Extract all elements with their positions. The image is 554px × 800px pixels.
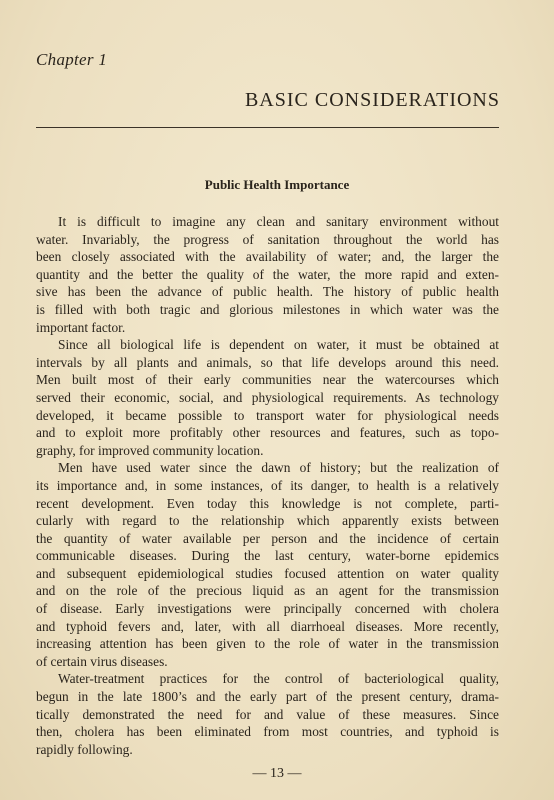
text-line: rapidly following. xyxy=(36,741,133,757)
text-line: Water-treatment practices for the control of bacteriological quality, xyxy=(58,671,499,687)
text-line: increasing attention has been given to the role of water in the transmission xyxy=(36,636,499,652)
text-line: and subsequent epidemiological studies focused attention on water quality xyxy=(36,565,499,581)
paragraph xyxy=(36,670,499,758)
text-line: and typhoid fevers and, later, with all diarrhoeal diseases. More recently, xyxy=(36,618,499,634)
text-line: of disease. Early investigations were principally concerned with cholera xyxy=(36,601,499,617)
text-line: of certain virus diseases. xyxy=(36,653,168,669)
text-line: tically demonstrated the need for and value of these measures. Since xyxy=(36,706,499,722)
text-line: intervals by all plants and animals, so that life develops around this need. xyxy=(36,354,499,370)
text-line: Men have used water since the dawn of history; but the realization of xyxy=(58,460,499,476)
section-heading: Public Health Importance xyxy=(204,177,350,192)
text-line: Since all biological life is dependent on water, it must be obtained at xyxy=(58,337,499,353)
text-line: It is difficult to imagine any clean and sanitary environment without xyxy=(58,214,499,229)
text-line: recent development. Even today this knowledge is not complete, parti- xyxy=(36,495,499,511)
text-line: cularly with regard to the relationship which apparently exists between xyxy=(36,513,499,529)
text-line: its importance and, in some instances, of its danger, to health is a relatively xyxy=(36,477,499,493)
paragraph xyxy=(36,459,499,670)
text-line: graphy, for improved community location. xyxy=(36,442,264,458)
text-line: begun in the late 1800’s and the early part of the present century, drama- xyxy=(36,689,499,705)
text-line: developed, it became possible to transport water for physiological needs xyxy=(36,407,499,423)
text-line: sive has been the advance of public health. The history of public health xyxy=(36,284,499,300)
text-line: the quantity of water available per person and the incidence of certain xyxy=(36,530,499,546)
paragraph xyxy=(36,213,499,336)
text-line: water. Invariably, the progress of sanitation throughout the world has xyxy=(36,231,499,247)
text-line: is filled with both tragic and glorious milestones in which water was the xyxy=(36,301,499,317)
paragraph xyxy=(36,336,499,459)
text-line: communicable diseases. During the last century, water-borne epidemics xyxy=(36,548,499,564)
chapter-title: BASIC CONSIDERATIONS xyxy=(244,89,500,111)
text-line: and to exploit more profitably other resources and features, such as topo- xyxy=(36,425,499,441)
title-rule xyxy=(36,127,499,128)
text-line: served their economic, social, and physiological requirements. As technology xyxy=(36,389,499,405)
text-line: been closely associated with the availability of water; and, the larger the xyxy=(36,249,499,265)
text-line: and on the role of the precious liquid as an agent for the transmission xyxy=(36,583,499,599)
text-line: then, cholera has been eliminated from most countries, and typhoid is xyxy=(36,724,499,740)
chapter-label: Chapter 1 xyxy=(36,50,108,69)
text-line: important factor. xyxy=(36,319,126,335)
body-text xyxy=(36,213,499,758)
text-line: quantity and the better the quality of the water, the more rapid and exten- xyxy=(36,266,499,282)
text-line: Men built most of their early communities near the watercourses which xyxy=(36,372,499,388)
page-number: — 13 — xyxy=(252,766,302,781)
